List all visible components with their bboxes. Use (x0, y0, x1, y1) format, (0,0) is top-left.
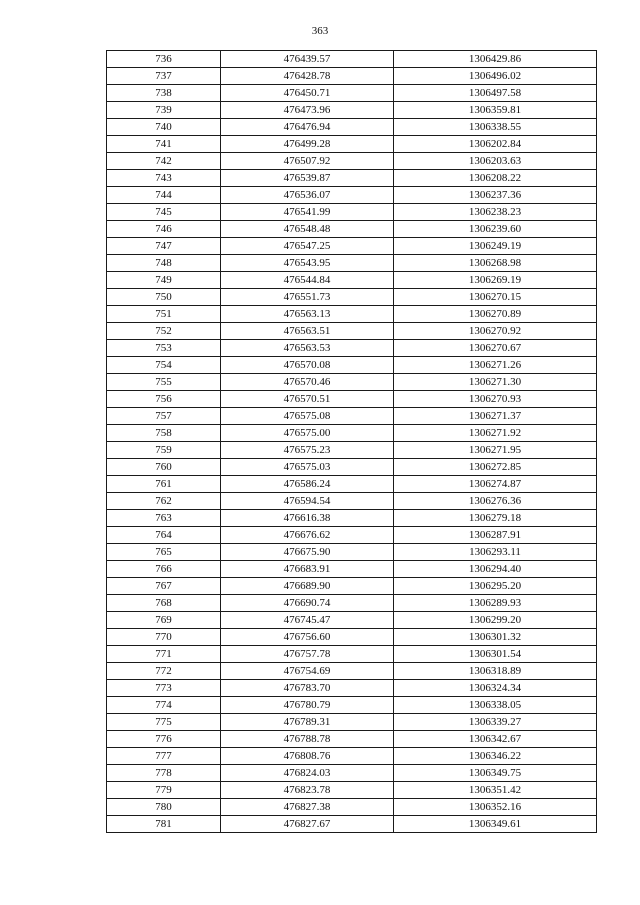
point-number-cell: 748 (107, 255, 221, 272)
x-coordinate-cell: 476745.47 (221, 612, 394, 629)
point-number-cell: 778 (107, 765, 221, 782)
point-number-cell: 745 (107, 204, 221, 221)
x-coordinate-cell: 476544.84 (221, 272, 394, 289)
table-row (107, 782, 597, 799)
point-number-cell: 762 (107, 493, 221, 510)
x-coordinate-cell: 476754.69 (221, 663, 394, 680)
x-coordinate-cell: 476757.78 (221, 646, 394, 663)
y-coordinate-cell: 1306346.22 (394, 748, 597, 765)
point-number-cell: 777 (107, 748, 221, 765)
table-row (107, 306, 597, 323)
x-coordinate-cell: 476563.13 (221, 306, 394, 323)
y-coordinate-cell: 1306202.84 (394, 136, 597, 153)
x-coordinate-cell: 476543.95 (221, 255, 394, 272)
y-coordinate-cell: 1306203.63 (394, 153, 597, 170)
table-row (107, 51, 597, 68)
x-coordinate-cell: 476575.08 (221, 408, 394, 425)
table-row (107, 221, 597, 238)
x-coordinate-cell: 476428.78 (221, 68, 394, 85)
table-row (107, 459, 597, 476)
y-coordinate-cell: 1306351.42 (394, 782, 597, 799)
x-coordinate-cell: 476575.00 (221, 425, 394, 442)
table-row (107, 323, 597, 340)
x-coordinate-cell: 476541.99 (221, 204, 394, 221)
point-number-cell: 769 (107, 612, 221, 629)
table-row (107, 255, 597, 272)
table-row (107, 289, 597, 306)
point-number-cell: 781 (107, 816, 221, 833)
y-coordinate-cell: 1306339.27 (394, 714, 597, 731)
point-number-cell: 774 (107, 697, 221, 714)
table-row (107, 765, 597, 782)
y-coordinate-cell: 1306497.58 (394, 85, 597, 102)
point-number-cell: 736 (107, 51, 221, 68)
x-coordinate-cell: 476823.78 (221, 782, 394, 799)
table-row (107, 578, 597, 595)
point-number-cell: 780 (107, 799, 221, 816)
point-number-cell: 770 (107, 629, 221, 646)
y-coordinate-cell: 1306299.20 (394, 612, 597, 629)
x-coordinate-cell: 476439.57 (221, 51, 394, 68)
x-coordinate-cell: 476780.79 (221, 697, 394, 714)
table-row (107, 374, 597, 391)
table-row (107, 731, 597, 748)
coordinates-table (106, 50, 597, 833)
table-row (107, 357, 597, 374)
y-coordinate-cell: 1306270.93 (394, 391, 597, 408)
table-row (107, 629, 597, 646)
point-number-cell: 771 (107, 646, 221, 663)
y-coordinate-cell: 1306295.20 (394, 578, 597, 595)
table-row (107, 340, 597, 357)
x-coordinate-cell: 476690.74 (221, 595, 394, 612)
point-number-cell: 776 (107, 731, 221, 748)
table-row (107, 680, 597, 697)
y-coordinate-cell: 1306270.15 (394, 289, 597, 306)
x-coordinate-cell: 476827.67 (221, 816, 394, 833)
point-number-cell: 740 (107, 119, 221, 136)
point-number-cell: 738 (107, 85, 221, 102)
y-coordinate-cell: 1306238.23 (394, 204, 597, 221)
table-row (107, 204, 597, 221)
x-coordinate-cell: 476547.25 (221, 238, 394, 255)
y-coordinate-cell: 1306318.89 (394, 663, 597, 680)
x-coordinate-cell: 476548.48 (221, 221, 394, 238)
point-number-cell: 765 (107, 544, 221, 561)
table-row (107, 408, 597, 425)
y-coordinate-cell: 1306274.87 (394, 476, 597, 493)
point-number-cell: 743 (107, 170, 221, 187)
y-coordinate-cell: 1306293.11 (394, 544, 597, 561)
x-coordinate-cell: 476756.60 (221, 629, 394, 646)
point-number-cell: 763 (107, 510, 221, 527)
y-coordinate-cell: 1306301.54 (394, 646, 597, 663)
coordinates-table-body (107, 51, 597, 833)
y-coordinate-cell: 1306338.05 (394, 697, 597, 714)
table-row (107, 595, 597, 612)
y-coordinate-cell: 1306271.30 (394, 374, 597, 391)
x-coordinate-cell: 476827.38 (221, 799, 394, 816)
point-number-cell: 754 (107, 357, 221, 374)
table-row (107, 527, 597, 544)
x-coordinate-cell: 476676.62 (221, 527, 394, 544)
y-coordinate-cell: 1306289.93 (394, 595, 597, 612)
page-number: 363 (311, 25, 329, 37)
point-number-cell: 742 (107, 153, 221, 170)
y-coordinate-cell: 1306276.36 (394, 493, 597, 510)
y-coordinate-cell: 1306270.92 (394, 323, 597, 340)
x-coordinate-cell: 476570.51 (221, 391, 394, 408)
table-row (107, 510, 597, 527)
table-row (107, 799, 597, 816)
y-coordinate-cell: 1306352.16 (394, 799, 597, 816)
table-row (107, 425, 597, 442)
point-number-cell: 739 (107, 102, 221, 119)
table-row (107, 391, 597, 408)
y-coordinate-cell: 1306249.19 (394, 238, 597, 255)
table-row (107, 238, 597, 255)
y-coordinate-cell: 1306239.60 (394, 221, 597, 238)
y-coordinate-cell: 1306270.89 (394, 306, 597, 323)
table-row (107, 816, 597, 833)
point-number-cell: 753 (107, 340, 221, 357)
y-coordinate-cell: 1306269.19 (394, 272, 597, 289)
y-coordinate-cell: 1306324.34 (394, 680, 597, 697)
table-row (107, 697, 597, 714)
y-coordinate-cell: 1306272.85 (394, 459, 597, 476)
y-coordinate-cell: 1306271.26 (394, 357, 597, 374)
x-coordinate-cell: 476563.53 (221, 340, 394, 357)
point-number-cell: 761 (107, 476, 221, 493)
x-coordinate-cell: 476473.96 (221, 102, 394, 119)
point-number-cell: 741 (107, 136, 221, 153)
y-coordinate-cell: 1306429.86 (394, 51, 597, 68)
y-coordinate-cell: 1306301.32 (394, 629, 597, 646)
point-number-cell: 768 (107, 595, 221, 612)
x-coordinate-cell: 476689.90 (221, 578, 394, 595)
y-coordinate-cell: 1306279.18 (394, 510, 597, 527)
x-coordinate-cell: 476594.54 (221, 493, 394, 510)
x-coordinate-cell: 476808.76 (221, 748, 394, 765)
x-coordinate-cell: 476570.46 (221, 374, 394, 391)
table-row (107, 170, 597, 187)
point-number-cell: 749 (107, 272, 221, 289)
x-coordinate-cell: 476536.07 (221, 187, 394, 204)
table-row (107, 119, 597, 136)
table-row (107, 646, 597, 663)
x-coordinate-cell: 476450.71 (221, 85, 394, 102)
point-number-cell: 758 (107, 425, 221, 442)
table-row (107, 136, 597, 153)
point-number-cell: 759 (107, 442, 221, 459)
point-number-cell: 757 (107, 408, 221, 425)
table-row (107, 561, 597, 578)
y-coordinate-cell: 1306271.95 (394, 442, 597, 459)
point-number-cell: 767 (107, 578, 221, 595)
y-coordinate-cell: 1306287.91 (394, 527, 597, 544)
table-row (107, 85, 597, 102)
table-row (107, 544, 597, 561)
table-row (107, 612, 597, 629)
y-coordinate-cell: 1306268.98 (394, 255, 597, 272)
y-coordinate-cell: 1306208.22 (394, 170, 597, 187)
point-number-cell: 755 (107, 374, 221, 391)
y-coordinate-cell: 1306271.37 (394, 408, 597, 425)
table-row (107, 153, 597, 170)
point-number-cell: 764 (107, 527, 221, 544)
x-coordinate-cell: 476563.51 (221, 323, 394, 340)
point-number-cell: 744 (107, 187, 221, 204)
x-coordinate-cell: 476683.91 (221, 561, 394, 578)
x-coordinate-cell: 476570.08 (221, 357, 394, 374)
point-number-cell: 779 (107, 782, 221, 799)
y-coordinate-cell: 1306338.55 (394, 119, 597, 136)
point-number-cell: 737 (107, 68, 221, 85)
y-coordinate-cell: 1306271.92 (394, 425, 597, 442)
x-coordinate-cell: 476616.38 (221, 510, 394, 527)
table-row (107, 714, 597, 731)
point-number-cell: 773 (107, 680, 221, 697)
x-coordinate-cell: 476824.03 (221, 765, 394, 782)
table-row (107, 68, 597, 85)
y-coordinate-cell: 1306349.61 (394, 816, 597, 833)
x-coordinate-cell: 476788.78 (221, 731, 394, 748)
point-number-cell: 751 (107, 306, 221, 323)
point-number-cell: 756 (107, 391, 221, 408)
x-coordinate-cell: 476575.23 (221, 442, 394, 459)
point-number-cell: 766 (107, 561, 221, 578)
x-coordinate-cell: 476789.31 (221, 714, 394, 731)
point-number-cell: 752 (107, 323, 221, 340)
y-coordinate-cell: 1306349.75 (394, 765, 597, 782)
x-coordinate-cell: 476499.28 (221, 136, 394, 153)
table-row (107, 748, 597, 765)
x-coordinate-cell: 476551.73 (221, 289, 394, 306)
y-coordinate-cell: 1306496.02 (394, 68, 597, 85)
table-row (107, 272, 597, 289)
point-number-cell: 760 (107, 459, 221, 476)
table-row (107, 442, 597, 459)
x-coordinate-cell: 476476.94 (221, 119, 394, 136)
point-number-cell: 772 (107, 663, 221, 680)
y-coordinate-cell: 1306359.81 (394, 102, 597, 119)
x-coordinate-cell: 476539.87 (221, 170, 394, 187)
table-row (107, 102, 597, 119)
point-number-cell: 775 (107, 714, 221, 731)
x-coordinate-cell: 476586.24 (221, 476, 394, 493)
y-coordinate-cell: 1306294.40 (394, 561, 597, 578)
point-number-cell: 747 (107, 238, 221, 255)
y-coordinate-cell: 1306342.67 (394, 731, 597, 748)
table-row (107, 493, 597, 510)
y-coordinate-cell: 1306270.67 (394, 340, 597, 357)
table-row (107, 187, 597, 204)
x-coordinate-cell: 476675.90 (221, 544, 394, 561)
x-coordinate-cell: 476783.70 (221, 680, 394, 697)
table-row (107, 663, 597, 680)
point-number-cell: 750 (107, 289, 221, 306)
y-coordinate-cell: 1306237.36 (394, 187, 597, 204)
x-coordinate-cell: 476575.03 (221, 459, 394, 476)
table-row (107, 476, 597, 493)
x-coordinate-cell: 476507.92 (221, 153, 394, 170)
point-number-cell: 746 (107, 221, 221, 238)
